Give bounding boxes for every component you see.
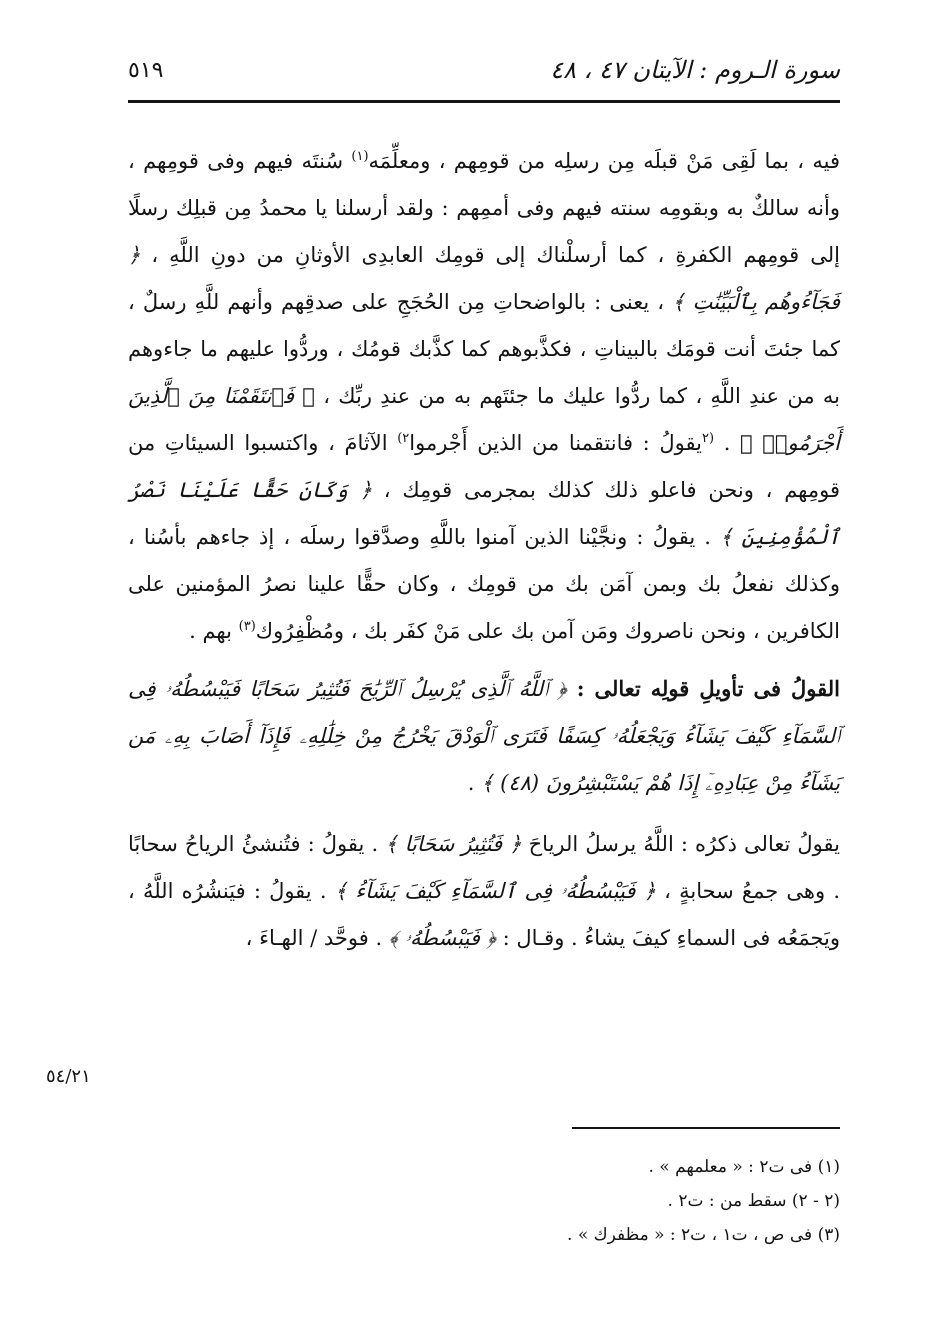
margin-reference: ٥٤/٢١ [46, 1066, 91, 1087]
text-run: . فوحَّد / الهـاءَ ، [245, 926, 389, 950]
text-run: سُنتَه فيهم وفى قومِهم ، وأنه سالكٌ به وبقومِه سنته فيهم وفى أممِهم : ولقد أرسلنا يا محمدُ مِن قبلِك رسلًا إلى قومِهم الكفرةِ ، كما أرسلْناك إلى قومِك العابدِى الأوثانِ من دونِ اللَّهِ ، [128, 149, 840, 267]
quran-quote: ﴿ فَيَبْسُطُهُۥ فِى ٱلسَّمَآءِ كَيْفَ يَشَآءُ ﴾ [334, 879, 656, 903]
footnote-marker-2-close: ٢) [397, 431, 410, 446]
quran-quote: ﴿ ٱللَّهُ ٱلَّذِى يُرْسِلُ ٱلرِّيَٰحَ فَتُثِيرُ سَحَابًا فَيَبْسُطُهُۥ فِى ٱلسَّمَآءِ كَيْفَ يَشَآءُ وَيَجْعَلُهُۥ كِسَفًا فَتَرَى ٱلْوَدْقَ يَخْرُجُ مِنْ خِلَٰلِهِۦ فَإِذَآ أَصَابَ بِهِۦ مَن يَشَآءُ مِنْ عِبَادِهِۦٓ إِذَا هُمْ يَسْتَبْشِرُونَ (٤٨) ﴾ [128, 677, 840, 795]
text-run: . يقولُ : ونجَّيْنا الذين آمنوا باللَّهِ وصدَّقوا رسلَه ، إذ جاءهم بأسُنا ، وكذلك نفعلُ بك وبمن آمَن بك من قومِك ، وكان حقًّا علينا نصرُ المؤمنين على الكافرين ، ونحن ناصروك ومَن آمن بك على مَنْ كفَر بك ، ومُظْفِرُوك [128, 525, 840, 643]
quran-quote: ﴿ فَتُثِيرُ سَحَابًا ﴾ [385, 832, 522, 856]
quran-quote: ﴿ فَجَآءُوهُم بِٱلْبَيِّنَٰتِ ﴾ [128, 243, 840, 314]
page-header [128, 52, 840, 96]
header-rule [128, 100, 840, 103]
paragraph-3 [128, 821, 840, 962]
quran-quote: ﴿ وَكَانَ حَقًّا عَلَيْنَا نَصْرُ ٱلْمُؤْمِنِينَ ﴾ [128, 478, 840, 549]
footnote-1: (١) فى ت٢ : « معلمهم » . [648, 1157, 840, 1177]
text-run: . [467, 771, 482, 795]
text-run: بهم . [189, 619, 239, 643]
quran-quote: ﴿ فَٱنتَقَمْنَا مِنَ ٱلَّذِينَ أَجْرَمُوا۟ ﴾ [128, 384, 840, 455]
text-run: ، يعنى : بالواضحاتِ مِن الحُجَجِ على صدقِهم وأنهم للَّهِ رسلٌ ، كما جئتَ أنت قومَك بالبيناتِ ، فكذَّبوهم كما كذَّبك قومُك ، وردُّوا عليهم ما جاءوهم به من عندِ اللَّهِ ، كما ردُّوا عليك ما جئتَهم به من عندِ ربِّك ، [128, 290, 840, 408]
text-run: . يقولُ : فيَنشُرُه اللَّهُ ، ويَجمَعُه فى السماءِ كيفَ يشاءُ . وقـال : [128, 879, 840, 950]
paragraph-2 [128, 665, 840, 807]
text-run: يقولُ تعالى ذكرُه : اللَّهُ يرسلُ الرياحَ [521, 832, 840, 856]
footnote-3: (٣) فى ص ، ت١ ، ت٢ : « مظفرك » . [567, 1225, 840, 1245]
text-run: الآثامَ ، واكتسبوا السيئاتِ من قومِهم ، ونحن فاعلو ذلك كذلك بمجرمى قومِك ، [128, 431, 840, 502]
footnotes [300, 1150, 840, 1252]
text-run: فيه ، بما لَقِى مَنْ قبلَه مِن رسلِه من قومِهم ، ومعلِّمَه [368, 149, 840, 173]
text-run: . [714, 431, 741, 455]
footnote-marker-1: (١) [351, 149, 369, 164]
text-run: . يقولُ : فتُنشئُ الرياحُ سحابًا . وهى جمعُ سحابةٍ ، [128, 832, 840, 903]
main-text [128, 138, 840, 962]
paragraph-1 [128, 138, 840, 655]
footnote-marker-3: (٣) [238, 619, 256, 634]
quran-quote: ﴿ فَيَبْسُطُهُۥ ﴾ [388, 926, 496, 950]
text-run: يقولُ : فانتقمنا من الذين أَجْرموا [409, 431, 702, 455]
running-title: سورة الـروم : الآيتان ٤٧ ، ٤٨ [550, 56, 840, 84]
footnote-rule [572, 1127, 840, 1129]
footnote-2: (٢ - ٢) سقط من : ت٢ . [667, 1191, 840, 1211]
section-lead: القولُ فى تأويلِ قولِه تعالى : [566, 676, 840, 701]
page-number: ٥١٩ [128, 58, 164, 83]
footnote-marker-2-open: (٢ [701, 431, 715, 446]
